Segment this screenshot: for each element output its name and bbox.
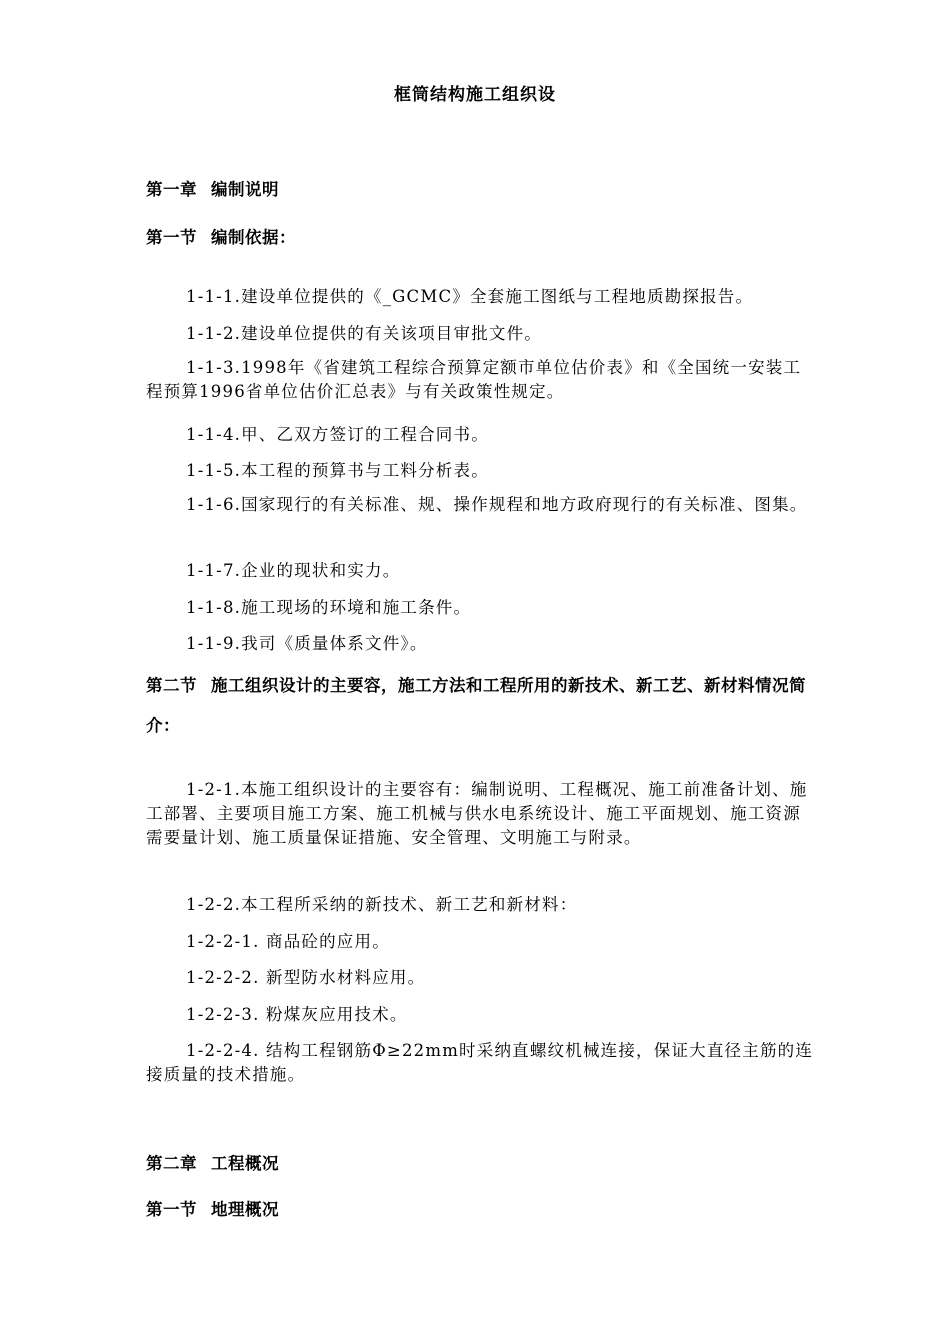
chapter-number: 第一章: [146, 180, 197, 199]
chapter-title: 编制说明: [211, 180, 279, 199]
chapter-title: 工程概况: [211, 1154, 279, 1173]
basis-item-3: 1-1-3.1998年《省建筑工程综合预算定额市单位估价表》和《全国统一安装工程预算1996省单位估价汇总表》与有关政策性规定。: [146, 358, 802, 401]
document-title: 框筒结构施工组织设: [394, 85, 556, 105]
basis-item-9: 1-1-9.我司《质量体系文件》。: [186, 634, 428, 653]
basis-item-5: 1-1-5.本工程的预算书与工料分析表。: [186, 461, 489, 480]
section-heading: [146, 1196, 279, 1220]
content-item-2: 1-2-2.本工程所采纳的新技术、新工艺和新材料：: [186, 895, 578, 914]
section-number: 第一节: [146, 228, 197, 247]
content-item-5: 1-2-2-3. 粉煤灰应用技术。: [186, 1005, 408, 1024]
chapter-heading: [146, 1150, 279, 1174]
basis-item-8: 1-1-8.施工现场的环境和施工条件。: [186, 598, 472, 617]
section-title: 编制依据：: [211, 228, 296, 247]
section-heading: [146, 224, 296, 248]
basis-item-1: 1-1-1.建设单位提供的《_GCMC》全套施工图纸与工程地质勘探报告。: [186, 287, 754, 306]
content-item-4: 1-2-2-2. 新型防水材料应用。: [186, 968, 426, 987]
basis-item-4: 1-1-4.甲、乙双方签订的工程合同书。: [186, 425, 489, 444]
section-title: 地理概况: [211, 1200, 279, 1219]
content-item-1: 1-2-1.本施工组织设计的主要容有：编制说明、工程概况、施工前准备计划、施工部署、主要项目施工方案、施工机械与供水电系统设计、施工平面规划、施工资源需要量计划、施工质量保证措施、安全管理、文明施工与附录。: [146, 780, 808, 847]
basis-item-7: 1-1-7.企业的现状和实力。: [186, 561, 401, 580]
section-number: 第二节: [146, 676, 197, 695]
section-number: 第一节: [146, 1200, 197, 1219]
section-title: 施工组织设计的主要容，施工方法和工程所用的新技术、新工艺、新材料情况简介：: [146, 676, 806, 735]
content-item-3: 1-2-2-1. 商品砼的应用。: [186, 932, 390, 951]
chapter-heading: [146, 176, 279, 200]
chapter-number: 第二章: [146, 1154, 197, 1173]
basis-item-2: 1-1-2.建设单位提供的有关该项目审批文件。: [186, 324, 542, 343]
section-heading-long: [146, 666, 818, 746]
basis-item-6: 1-1-6.国家现行的有关标准、规、操作规程和地方政府现行的有关标准、图集。: [186, 495, 808, 514]
content-item-6: 1-2-2-4. 结构工程钢筋Φ≥22mm时采纳直螺纹机械连接，保证大直径主筋的连接质量的技术措施。: [146, 1041, 814, 1084]
